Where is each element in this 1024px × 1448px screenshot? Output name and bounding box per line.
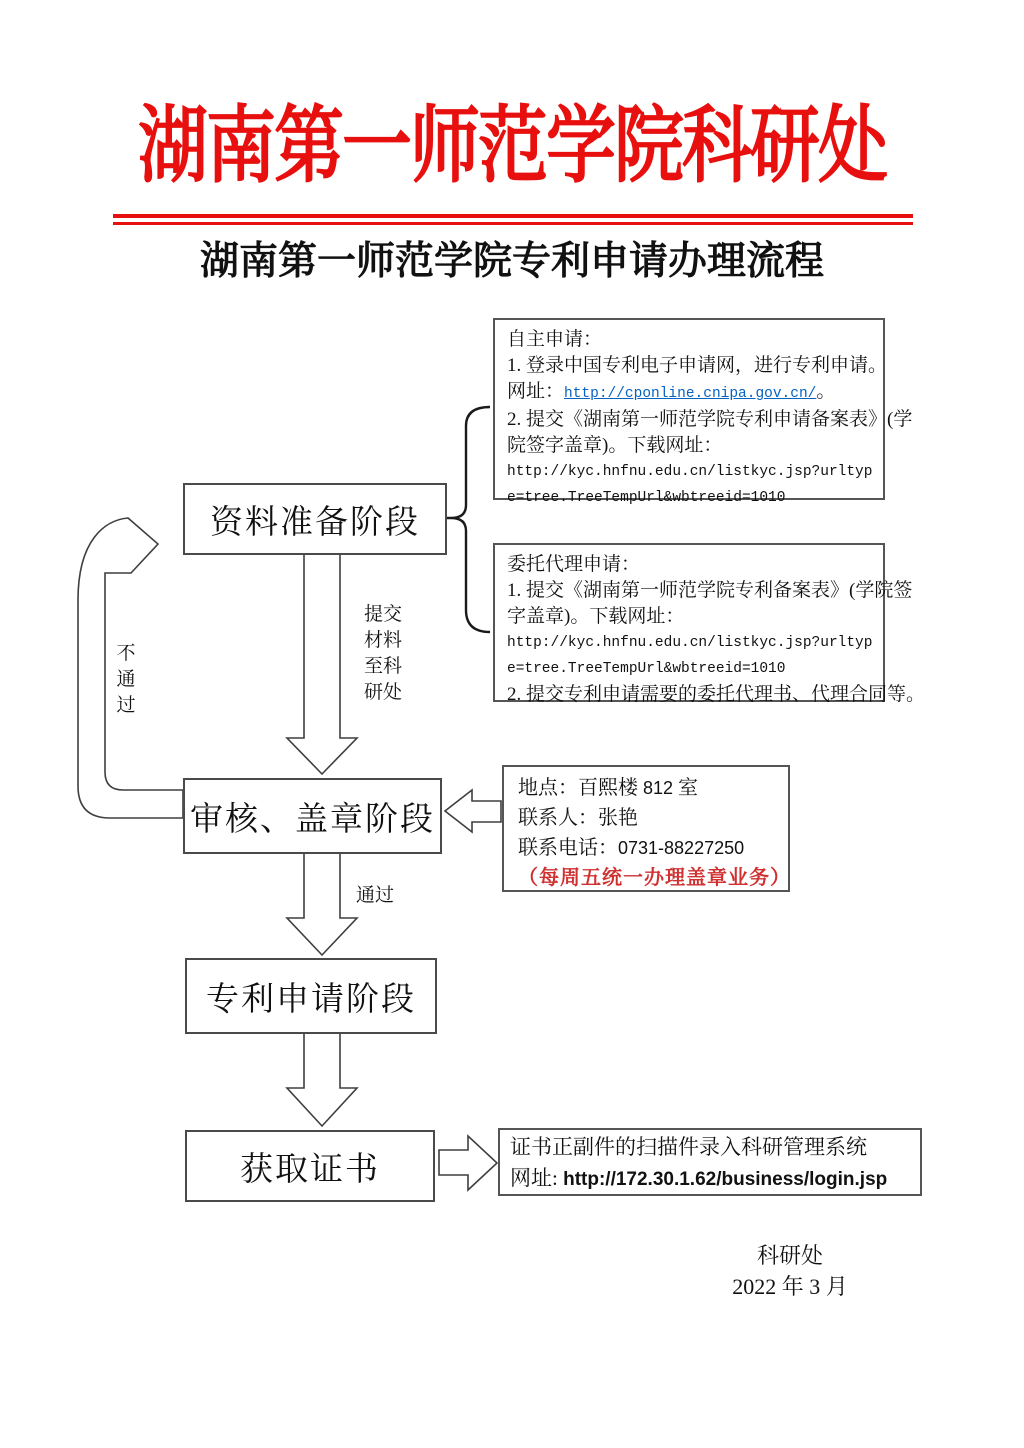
red-rule-thin: [113, 222, 913, 225]
note-agent-step2: 2. 提交专利申请需要的委托代理书、代理合同等。: [507, 684, 926, 705]
cert-url-line: [510, 1163, 910, 1195]
footer-date: 2022 年 3 月: [732, 1274, 848, 1299]
page-title: 湖南第一师范学院科研处: [138, 101, 886, 194]
note-contact: [502, 765, 790, 892]
cert-entry-line: 证书正副件的扫描件录入科研管理系统: [510, 1135, 867, 1159]
label-submit-line: 至科: [363, 656, 402, 677]
label-not-passed-char: 通: [116, 669, 136, 690]
note-agent-step1: 1. 提交《湖南第一师范学院专利备案表》(学院签: [507, 580, 913, 601]
note-self-url-suffix: 。: [816, 381, 836, 402]
note-self-step2b: 院签字盖章)。下载网址：: [507, 435, 723, 456]
footer: [640, 1240, 940, 1302]
red-rule-thick: [113, 214, 913, 218]
cponline-link[interactable]: http://cponline.cnipa.gov.cn/: [564, 386, 817, 402]
note-self-download-url-2: e=tree.TreeTempUrl&wbtreeid=1010: [507, 490, 786, 506]
label-submit-line: 提交: [363, 604, 402, 625]
flow-box-apply-label: 专利申请阶段: [206, 981, 416, 1018]
label-not-passed-char: 过: [116, 695, 136, 716]
note-agent-download-url-2: e=tree.TreeTempUrl&wbtreeid=1010: [507, 661, 786, 677]
arrow-review-to-apply: [287, 851, 357, 955]
note-self-download-url-1: http://kyc.hnfnu.edu.cn/listkyc.jsp?urltyp: [507, 464, 873, 480]
contact-stamp-schedule-note: （每周五统一办理盖章业务）: [518, 867, 791, 889]
label-submit-line: 材料: [363, 630, 402, 651]
flow-box-prepare: [183, 483, 447, 555]
flow-box-apply: [185, 958, 437, 1034]
arrow-certificate-to-note: [439, 1136, 497, 1190]
note-self-step2: 2. 提交《湖南第一师范学院专利申请备案表》(学: [507, 409, 913, 430]
note-self-url-line: [507, 379, 871, 407]
note-agent-step1b: 字盖章)。下载网址：: [507, 606, 685, 627]
flow-box-certificate: [185, 1130, 435, 1202]
contact-room-number: 812: [643, 778, 674, 798]
note-self-application: [493, 318, 913, 506]
note-self-title: 自主申请：: [507, 329, 603, 350]
page-subtitle: 湖南第一师范学院专利申请办理流程: [199, 240, 824, 283]
flow-box-certificate-label: 获取证书: [240, 1151, 380, 1188]
flow-box-review: [183, 778, 442, 854]
label-submit-line: 研处: [363, 682, 402, 703]
brace-prepare-to-notes: [443, 407, 490, 632]
footer-org: 科研处: [756, 1243, 823, 1268]
label-passed: 通过: [356, 885, 395, 906]
note-self-step1: 1. 登录中国专利电子申请网，进行专利申请。: [507, 355, 888, 376]
note-agent-title: 委托代理申请：: [507, 554, 641, 575]
contact-person-line: 联系人：张艳: [518, 807, 638, 829]
note-certificate-entry: [498, 1128, 922, 1196]
label-not-passed-char: 不: [116, 643, 136, 664]
contact-phone-line: [518, 833, 774, 863]
contact-room-suffix: 室: [673, 777, 699, 799]
contact-phone-number: 0731-88227250: [618, 838, 745, 858]
note-self-url-label: 网址：: [507, 381, 565, 402]
flow-box-review-label: 审核、盖章阶段: [190, 801, 435, 838]
contact-location-line: [518, 773, 774, 803]
arrow-prepare-to-review: [287, 551, 357, 774]
note-agent-download-url-1: http://kyc.hnfnu.edu.cn/listkyc.jsp?urltyp: [507, 635, 873, 651]
label-submit-material: [360, 602, 406, 706]
arrow-apply-to-certificate: [287, 1031, 357, 1126]
cert-system-url: http://172.30.1.62/business/login.jsp: [563, 1169, 888, 1190]
label-not-passed: [114, 641, 138, 719]
contact-location-label: 地点：百熙楼: [518, 777, 643, 799]
cert-url-label: 网址:: [510, 1166, 564, 1190]
contact-phone-label: 联系电话：: [518, 837, 618, 859]
note-agent-application: [493, 543, 926, 705]
arrow-contact-to-review: [445, 790, 501, 832]
flow-box-prepare-label: 资料准备阶段: [210, 504, 420, 541]
